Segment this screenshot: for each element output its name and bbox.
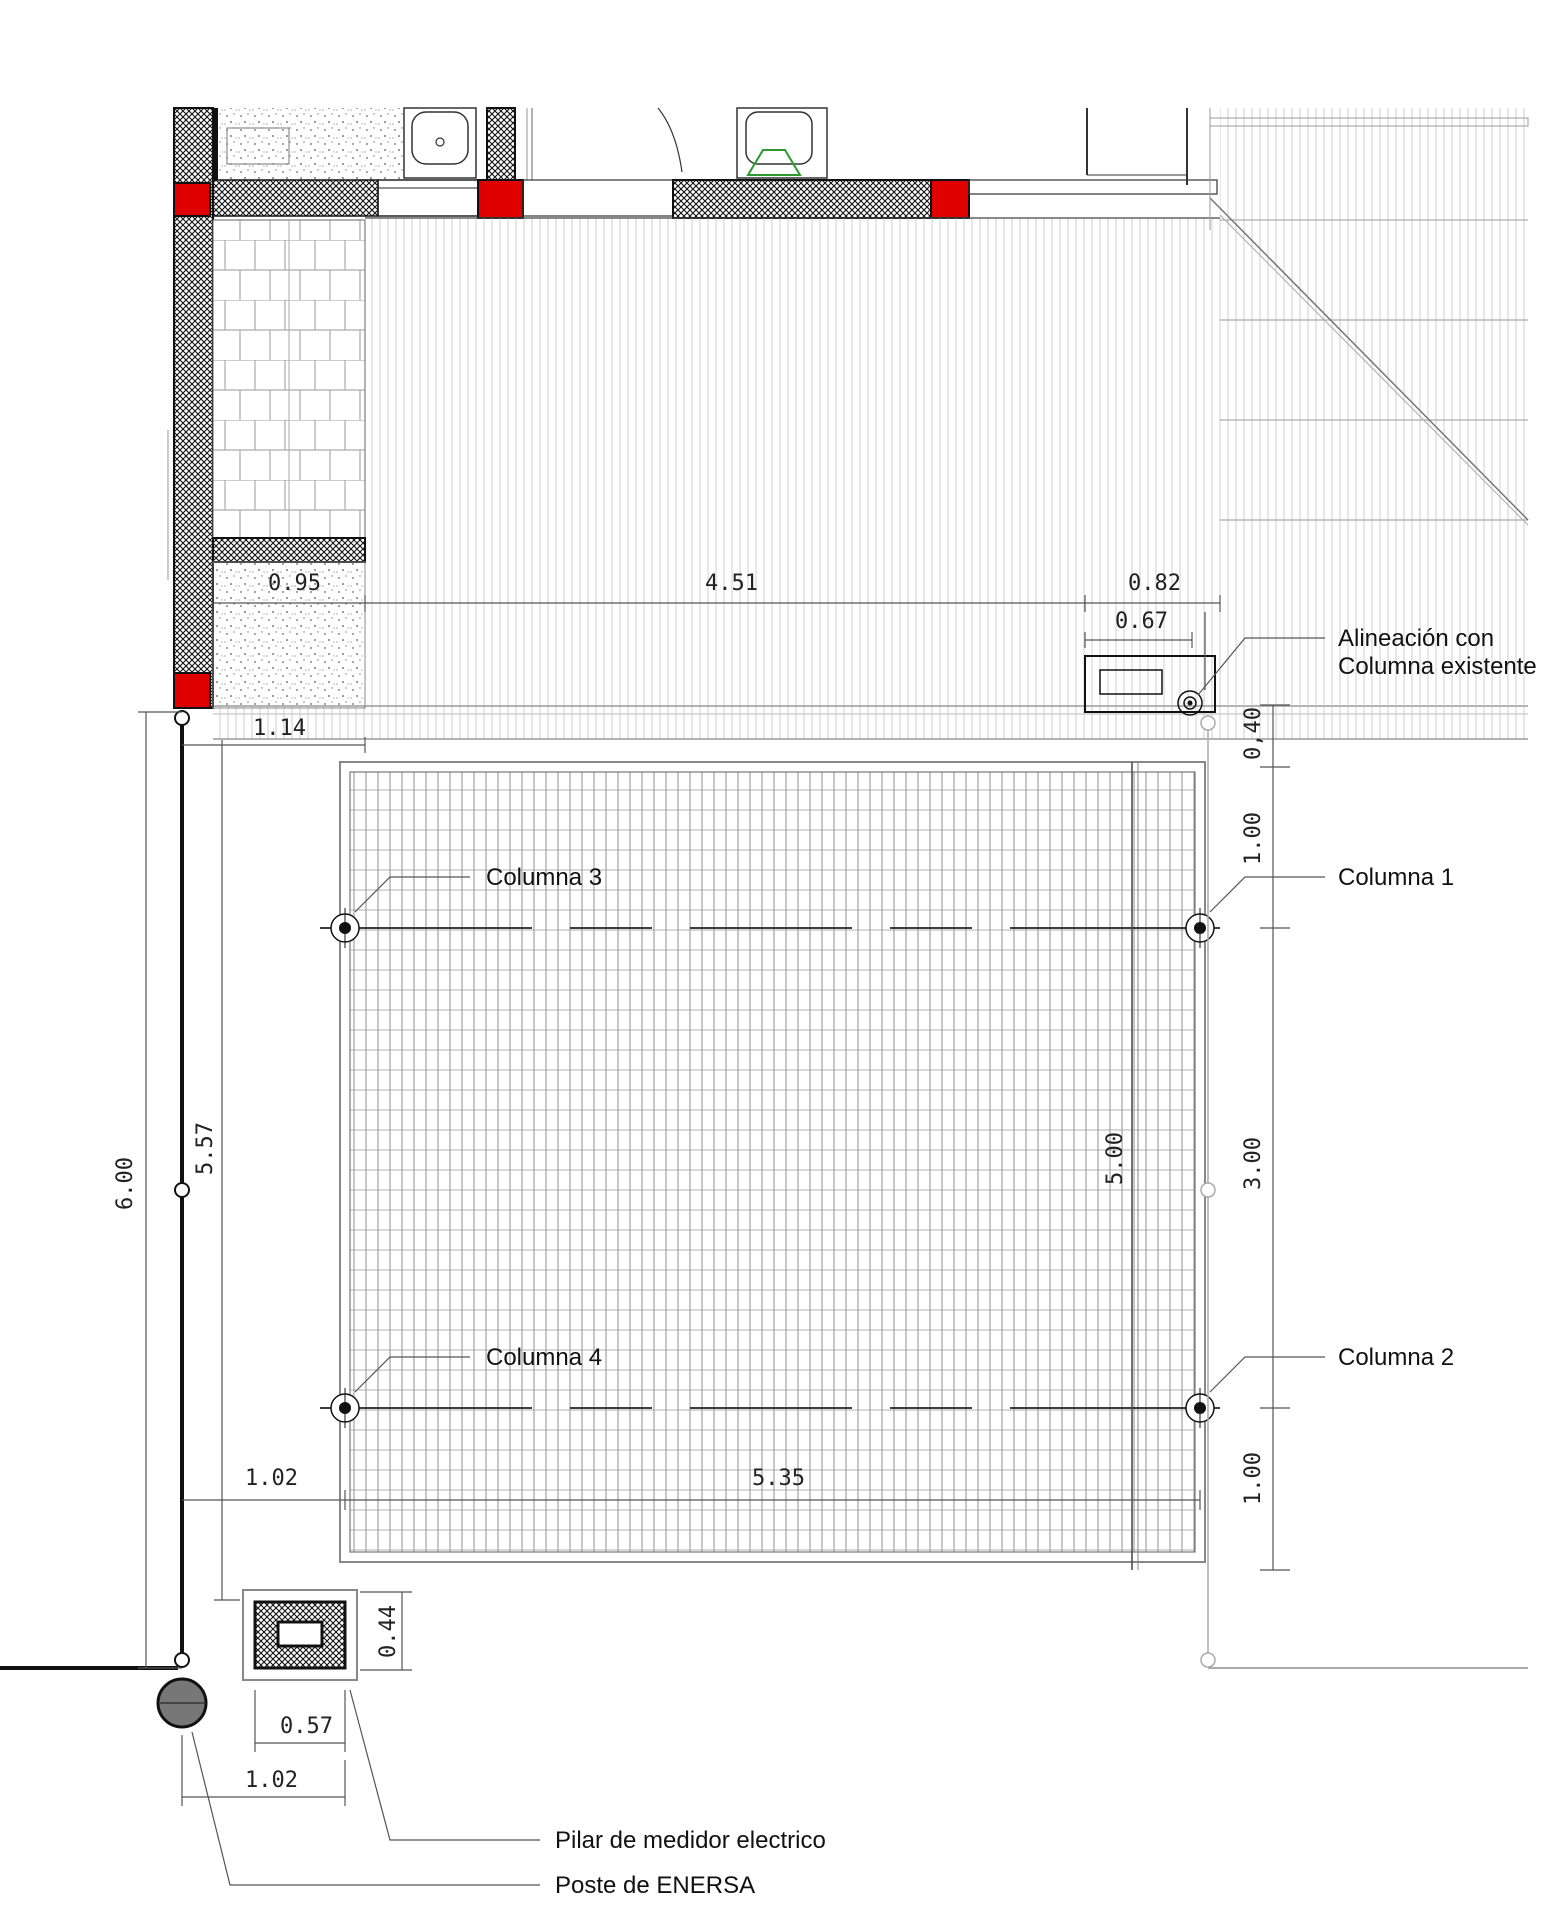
stair-region [1210, 108, 1528, 706]
dim-095: 0.95 [268, 571, 321, 596]
pergola-deck [320, 762, 1220, 1570]
dim-600: 6.00 [113, 1157, 138, 1210]
upper-rooms [213, 108, 1217, 218]
dim-451: 4.51 [705, 571, 758, 596]
dim-082: 0.82 [1128, 571, 1181, 596]
label-alineacion-line2: Columna existente [1338, 653, 1537, 680]
dim-535: 5.35 [752, 1466, 805, 1491]
dim-557: 5.57 [193, 1122, 218, 1175]
label-poste-enersa: Poste de ENERSA [555, 1872, 756, 1899]
dim-102-bottom: 1.02 [245, 1768, 298, 1793]
label-columna-3: Columna 3 [486, 864, 603, 891]
dim-500: 5.00 [1103, 1132, 1128, 1185]
dim-300: 3.00 [1241, 1137, 1266, 1190]
label-columna-1: Columna 1 [1338, 864, 1455, 891]
label-alineacion-line1: Alineación con [1338, 625, 1495, 652]
electric-line [0, 711, 189, 1668]
label-columna-4: Columna 4 [486, 1344, 603, 1371]
label-pilar-medidor: Pilar de medidor electrico [555, 1827, 826, 1854]
dim-114: 1.14 [253, 716, 306, 741]
dim-067: 0.67 [1115, 609, 1168, 634]
dim-100-top: 1.00 [1241, 812, 1266, 865]
pilar-medidor-marker [243, 1590, 357, 1680]
dim-044: 0.44 [376, 1605, 401, 1658]
label-columna-2: Columna 2 [1338, 1344, 1455, 1371]
dim-100-bottom: 1.00 [1241, 1452, 1266, 1505]
dim-057: 0.57 [280, 1714, 333, 1739]
dim-102-mid: 1.02 [245, 1466, 298, 1491]
dim-040: 0,40 [1241, 707, 1266, 760]
